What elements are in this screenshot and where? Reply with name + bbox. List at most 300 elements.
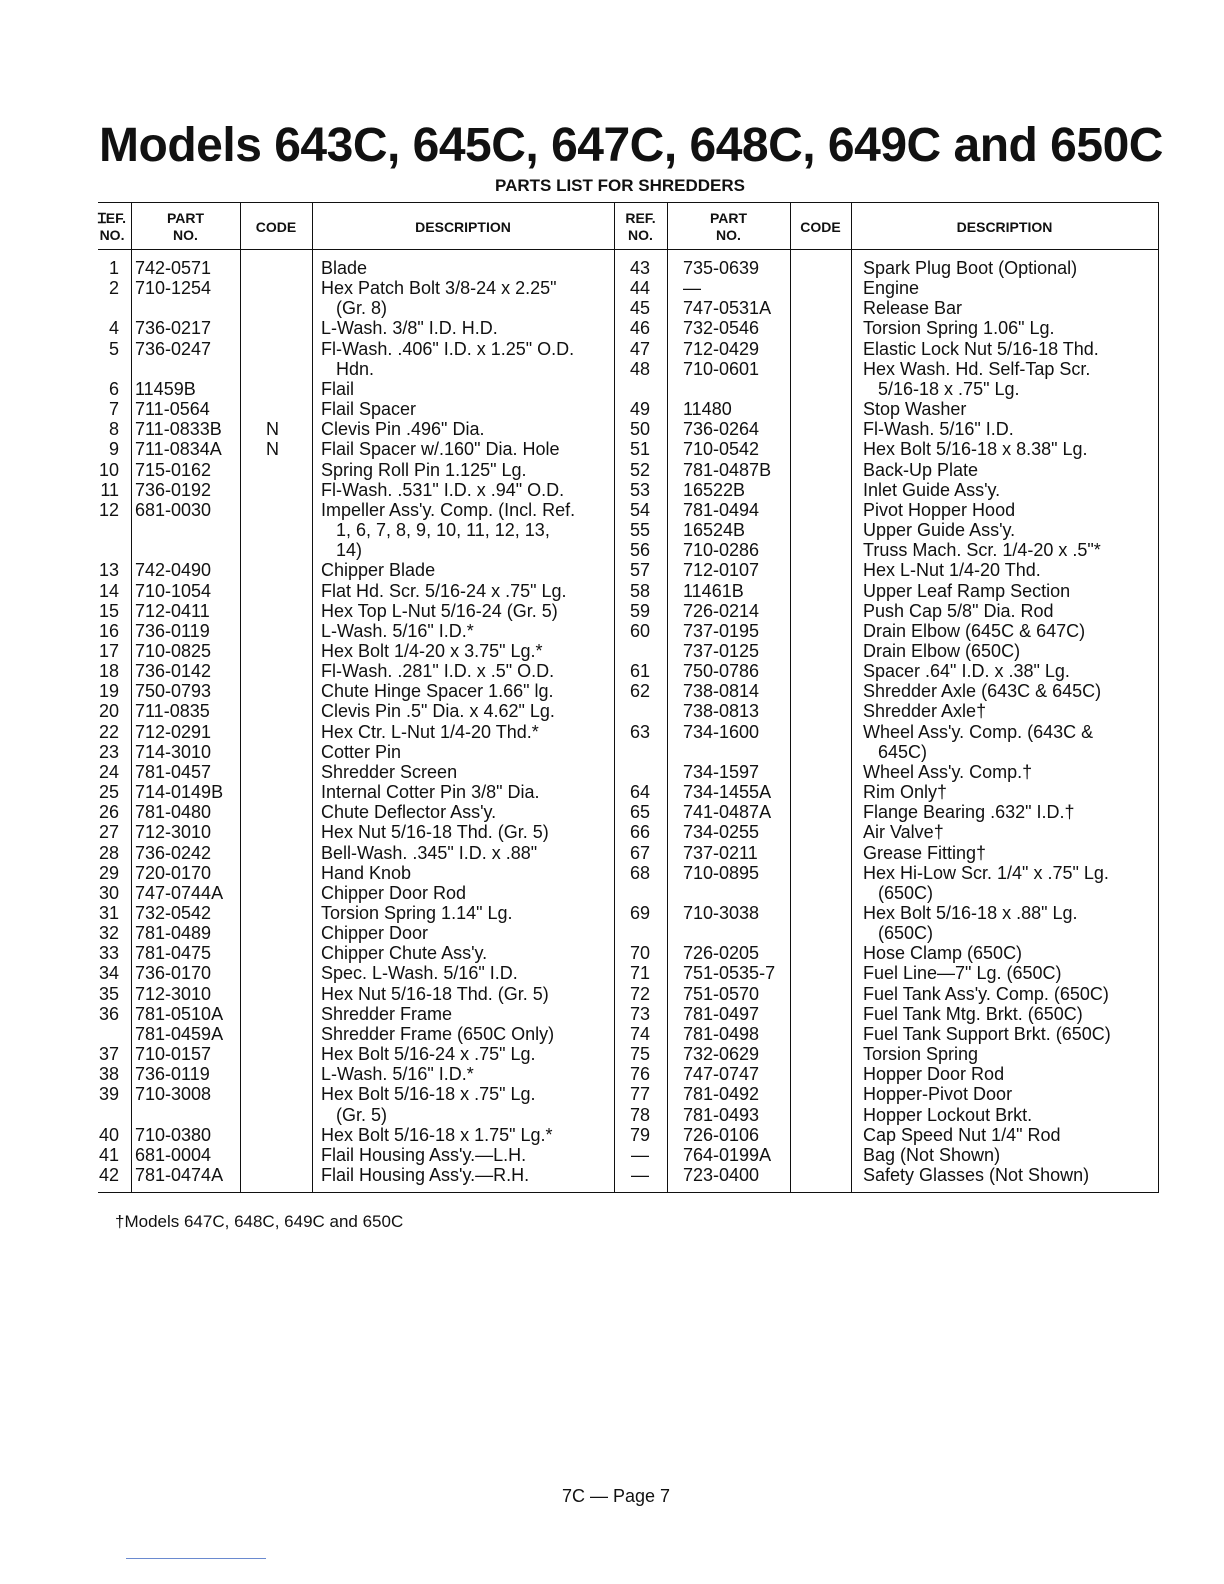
cell-description-2: Release Bar — [863, 298, 963, 319]
cell-part-no-2: 726-0214 — [683, 600, 760, 621]
cell-description-2: Grease Fitting† — [863, 842, 987, 863]
cell-ref-no-2: 65 — [629, 802, 651, 823]
cell-part-no: 712-3010 — [135, 983, 212, 1004]
cell-ref-no-2: 61 — [629, 661, 651, 682]
cell-description: Flat Hd. Scr. 5/16-24 x .75" Lg. — [321, 580, 567, 601]
table-row — [98, 1084, 1158, 1104]
table-row — [98, 1145, 1158, 1165]
cell-ref-no-2: 55 — [629, 520, 651, 541]
cell-ref-no: 35 — [98, 983, 119, 1004]
cell-ref-no-2: 44 — [629, 278, 651, 299]
cell-part-no: 711-0834A — [135, 439, 222, 460]
cell-part-no-2: 723-0400 — [683, 1165, 760, 1186]
cell-ref-no: 26 — [98, 802, 119, 823]
cell-part-no: 781-0459A — [135, 1023, 224, 1044]
table-row — [98, 560, 1158, 580]
cell-ref-no: 34 — [98, 963, 119, 984]
cell-description: Spring Roll Pin 1.125" Lg. — [321, 459, 527, 480]
cell-part-no-2: 736-0264 — [683, 419, 760, 440]
cell-description-2: Fuel Tank Support Brkt. (650C) — [863, 1023, 1111, 1044]
cell-description-2: Truss Mach. Scr. 1/4-20 x .5"* — [863, 540, 1101, 561]
cell-part-no: 736-0247 — [135, 338, 212, 359]
cell-description-2: Hex Bolt 5/16-18 x .88" Lg. — [863, 903, 1078, 923]
cell-part-no-2: 781-0498 — [683, 1023, 760, 1044]
table-row — [98, 1165, 1158, 1185]
header-description-right: DESCRIPTION — [956, 218, 1053, 235]
table-row — [98, 1044, 1158, 1064]
cell-description: Bell-Wash. .345" I.D. x .88" — [321, 842, 538, 863]
table-row — [98, 540, 1158, 560]
cell-part-no-2: 726-0205 — [683, 943, 760, 964]
cell-part-no: 742-0490 — [135, 560, 212, 581]
cell-description-2: 5/16-18 x .75" Lg. — [863, 378, 1020, 399]
footer-rule — [126, 1558, 266, 1559]
cell-ref-no: 32 — [98, 923, 119, 944]
cell-ref-no-2: 68 — [629, 862, 651, 883]
cell-part-no: 714-0149B — [135, 782, 224, 803]
cell-part-no: 736-0170 — [135, 963, 212, 984]
cell-description: Hex Top L-Nut 5/16-24 (Gr. 5) — [321, 600, 558, 621]
cell-description-2: Hex L-Nut 1/4-20 Thd. — [863, 560, 1041, 581]
cell-description: Hex Bolt 5/16-18 x 1.75" Lg.* — [321, 1124, 553, 1145]
cell-ref-no: 5 — [108, 338, 119, 359]
cell-ref-no: 29 — [98, 862, 119, 883]
cell-ref-no: 30 — [98, 882, 119, 903]
cell-description: Hex Patch Bolt 3/8-24 x 2.25" — [321, 278, 557, 299]
cell-part-no: 736-0242 — [135, 842, 212, 863]
cell-description-2: Hopper Door Rod — [863, 1064, 1005, 1085]
cell-part-no-2: 734-1600 — [683, 721, 760, 742]
cell-part-no: 681-0004 — [135, 1144, 212, 1165]
table-row — [98, 661, 1158, 681]
header-divider — [98, 249, 1158, 250]
cell-ref-no-2: 78 — [629, 1104, 651, 1125]
cell-ref-no-2: 73 — [629, 1003, 651, 1024]
cell-ref-no: 8 — [108, 419, 119, 440]
cell-description-2: Air Valve† — [863, 822, 944, 843]
cell-ref-no: 4 — [108, 318, 119, 339]
cell-ref-no: 24 — [98, 761, 119, 782]
cell-ref-no-2: 58 — [629, 580, 651, 601]
cell-description-2: Hex Wash. Hd. Self-Tap Scr. — [863, 358, 1091, 379]
cell-ref-no: 41 — [98, 1144, 119, 1165]
table-row — [98, 1064, 1158, 1084]
cell-description: Hex Ctr. L-Nut 1/4-20 Thd.* — [321, 721, 539, 742]
cell-description-2: Hopper-Pivot Door — [863, 1084, 1013, 1105]
cell-part-no-2: 712-0429 — [683, 338, 760, 359]
cell-part-no: 11459B — [135, 378, 196, 399]
cell-description: Flail Spacer — [321, 399, 417, 420]
cell-description-2: Safety Glasses (Not Shown) — [863, 1165, 1090, 1186]
table-row — [98, 621, 1158, 641]
cell-description: Clevis Pin .5" Dia. x 4.62" Lg. — [321, 701, 555, 722]
cell-description-2: Inlet Guide Ass'y. — [863, 479, 1001, 500]
cell-description-2: 645C) — [863, 741, 928, 762]
cell-description: Flail — [321, 378, 355, 399]
cell-part-no: 732-0542 — [135, 903, 212, 923]
table-row — [98, 339, 1158, 359]
cell-description: Impeller Ass'y. Comp. (Incl. Ref. — [321, 499, 576, 520]
cell-part-no-2: 764-0199A — [683, 1144, 772, 1165]
cell-description-2: Stop Washer — [863, 399, 967, 420]
cell-part-no-2: 735-0639 — [683, 258, 760, 278]
cell-part-no: 710-0380 — [135, 1124, 212, 1145]
table-row — [98, 1024, 1158, 1044]
cell-description-2: Hex Bolt 5/16-18 x 8.38" Lg. — [863, 439, 1088, 460]
cell-part-no: 710-0825 — [135, 640, 212, 661]
cell-part-no-2: 732-0629 — [683, 1044, 760, 1065]
cell-part-no: 736-0119 — [135, 620, 210, 641]
cell-part-no: 742-0571 — [135, 258, 212, 278]
cell-ref-no-2: 74 — [629, 1023, 651, 1044]
cell-ref-no-2: 66 — [629, 822, 651, 843]
cell-ref-no: 40 — [98, 1124, 119, 1145]
cell-description: Hex Nut 5/16-18 Thd. (Gr. 5) — [321, 822, 549, 843]
cell-description: Chipper Chute Ass'y. — [321, 943, 488, 964]
table-row — [98, 379, 1158, 399]
cell-part-no-2: 16524B — [683, 520, 746, 541]
cell-description: 14) — [321, 540, 363, 561]
header-code-right: CODE — [800, 218, 841, 235]
cell-description-2: Push Cap 5/8" Dia. Rod — [863, 600, 1054, 621]
cell-part-no-2: 751-0535-7 — [683, 963, 776, 984]
cell-part-no-2: 737-0211 — [683, 842, 758, 863]
cell-ref-no-2: 51 — [629, 439, 651, 460]
footnote: †Models 647C, 648C, 649C and 650C — [115, 1212, 404, 1231]
cell-ref-no-2: 49 — [629, 399, 651, 420]
cell-ref-no: 31 — [98, 903, 119, 923]
cell-part-no: 747-0744A — [135, 882, 224, 903]
cell-part-no-2: 710-0542 — [683, 439, 760, 460]
table-row — [98, 963, 1158, 983]
cell-description-2: Fuel Tank Mtg. Brkt. (650C) — [863, 1003, 1083, 1024]
cell-description-2: Spacer .64" I.D. x .38" Lg. — [863, 661, 1070, 682]
cell-description-2: Drain Elbow (645C & 647C) — [863, 620, 1086, 641]
cell-ref-no: 11 — [100, 479, 119, 500]
cell-part-no-2: 750-0786 — [683, 661, 760, 682]
cell-part-no: 781-0510A — [135, 1003, 224, 1024]
header-code-left: CODE — [255, 218, 297, 235]
cell-ref-no: 13 — [98, 560, 119, 581]
cell-part-no: 712-0291 — [135, 721, 212, 742]
cell-part-no: 736-0119 — [135, 1064, 210, 1085]
cell-ref-no-2: 59 — [629, 600, 651, 621]
cell-description-2: Drain Elbow (650C) — [863, 640, 1021, 661]
cell-description: Chute Hinge Spacer 1.66" lg. — [321, 681, 554, 702]
table-row — [98, 903, 1158, 923]
cell-description-2: (650C) — [863, 882, 934, 903]
cell-part-no: 711-0833B — [135, 419, 222, 440]
cell-description-2: Torsion Spring — [863, 1044, 979, 1065]
cell-part-no-2: 781-0493 — [683, 1104, 760, 1125]
cell-ref-no-2: 43 — [629, 258, 651, 278]
cell-description-2: Flange Bearing .632" I.D.† — [863, 802, 1075, 823]
cell-description-2: (650C) — [863, 923, 934, 944]
cell-description: Chipper Door Rod — [321, 882, 467, 903]
cell-description: Chipper Door — [321, 923, 429, 944]
cell-part-no-2: 712-0107 — [683, 560, 760, 581]
cell-description-2: Hex Hi-Low Scr. 1/4" x .75" Lg. — [863, 862, 1109, 883]
table-row — [98, 923, 1158, 943]
cell-description: 1, 6, 7, 8, 9, 10, 11, 12, 13, — [321, 520, 550, 541]
cell-ref-no-2: 77 — [629, 1084, 651, 1105]
cell-part-no: 736-0142 — [135, 661, 212, 682]
cell-part-no-2: 781-0494 — [683, 499, 760, 520]
cell-ref-no: 25 — [98, 782, 119, 803]
cell-description: L-Wash. 3/8" I.D. H.D. — [321, 318, 498, 339]
header-part-no-right: PART NO. — [709, 210, 748, 243]
cell-part-no-2: 726-0106 — [683, 1124, 760, 1145]
page-number: 7C — Page 7 — [561, 1486, 671, 1506]
cell-ref-no-2: 64 — [629, 782, 651, 803]
table-row — [98, 278, 1158, 298]
cell-part-no: 710-0157 — [135, 1044, 212, 1065]
cell-part-no: 711-0564 — [135, 399, 210, 420]
cell-description-2: Fl-Wash. 5/16" I.D. — [863, 419, 1014, 440]
table-row — [98, 762, 1158, 782]
cell-part-no: 736-0217 — [135, 318, 212, 339]
cell-ref-no-2: 79 — [629, 1124, 651, 1145]
cell-ref-no-2: 62 — [629, 681, 651, 702]
cell-description: Flail Spacer w/.160" Dia. Hole — [321, 439, 560, 460]
cell-part-no-2: 710-0601 — [683, 358, 760, 379]
cell-part-no: 781-0480 — [135, 802, 212, 823]
cell-description-2: Engine — [863, 278, 920, 299]
cell-ref-no-2: — — [631, 1165, 649, 1186]
cell-ref-no: 6 — [108, 378, 119, 399]
cell-description: Cotter Pin — [321, 741, 402, 762]
table-row — [98, 943, 1158, 963]
cell-ref-no: 23 — [98, 741, 119, 762]
cell-part-no: 750-0793 — [135, 681, 212, 702]
cell-description: Shredder Screen — [321, 761, 458, 782]
cell-description-2: Pivot Hopper Hood — [863, 499, 1016, 520]
cell-description: (Gr. 8) — [321, 298, 388, 319]
cell-description: Fl-Wash. .531" I.D. x .94" O.D. — [321, 479, 565, 500]
cell-part-no-2: 738-0813 — [683, 701, 760, 722]
cell-ref-no-2: 48 — [629, 358, 651, 379]
cell-description: Chute Deflector Ass'y. — [321, 802, 497, 823]
cell-part-no-2: — — [683, 278, 701, 299]
cell-description-2: Shredder Axle† — [863, 701, 987, 722]
parts-list-table — [98, 202, 1159, 1193]
cell-part-no-2: 781-0492 — [683, 1084, 760, 1105]
cell-ref-no-2: 45 — [629, 298, 651, 319]
cell-part-no: 720-0170 — [135, 862, 212, 883]
cell-description-2: Fuel Tank Ass'y. Comp. (650C) — [863, 983, 1109, 1004]
cell-ref-no-2: 69 — [629, 903, 651, 923]
cell-code: N — [266, 439, 279, 460]
cell-description-2: Upper Leaf Ramp Section — [863, 580, 1071, 601]
table-row — [98, 318, 1158, 338]
table-caption: PARTS LIST FOR SHREDDERS — [495, 176, 745, 195]
table-row — [98, 399, 1158, 419]
cell-part-no: 711-0835 — [135, 701, 210, 722]
cell-part-no-2: 734-1597 — [683, 761, 760, 782]
cell-ref-no-2: 53 — [629, 479, 651, 500]
cell-part-no-2: 710-0895 — [683, 862, 760, 883]
table-row — [98, 742, 1158, 762]
table-row — [98, 581, 1158, 601]
table-row — [98, 480, 1158, 500]
cell-part-no-2: 747-0747 — [683, 1064, 760, 1085]
cell-part-no: 781-0475 — [135, 943, 212, 964]
cell-ref-no-2: 52 — [629, 459, 651, 480]
cell-description-2: Bag (Not Shown) — [863, 1144, 1001, 1165]
cell-ref-no: 36 — [98, 1003, 119, 1024]
cell-part-no: 714-3010 — [135, 741, 212, 762]
cell-part-no: 710-1254 — [135, 278, 212, 299]
cell-description-2: Torsion Spring 1.06" Lg. — [863, 318, 1055, 339]
cell-part-no-2: 747-0531A — [683, 298, 772, 319]
table-row — [98, 701, 1158, 721]
cell-part-no: 781-0457 — [135, 761, 212, 782]
cell-description: Torsion Spring 1.14" Lg. — [321, 903, 513, 923]
cell-ref-no-2: 72 — [629, 983, 651, 1004]
cell-description-2: Wheel Ass'y. Comp. (643C & — [863, 721, 1094, 742]
cell-description-2: Hose Clamp (650C) — [863, 943, 1023, 964]
cell-ref-no: 1 — [108, 258, 119, 278]
table-row — [98, 460, 1158, 480]
cell-description: Fl-Wash. .406" I.D. x 1.25" O.D. — [321, 338, 575, 359]
cell-description-2: Elastic Lock Nut 5/16-18 Thd. — [863, 338, 1099, 359]
cell-description: Fl-Wash. .281" I.D. x .5" O.D. — [321, 661, 555, 682]
cell-ref-no: 16 — [98, 620, 119, 641]
cell-description: Internal Cotter Pin 3/8" Dia. — [321, 782, 540, 803]
cell-part-no-2: 781-0497 — [683, 1003, 760, 1024]
cell-ref-no: 42 — [98, 1165, 119, 1186]
table-row — [98, 883, 1158, 903]
table-row — [98, 802, 1158, 822]
cell-description: Hand Knob — [321, 862, 412, 883]
cell-part-no-2: 710-3038 — [683, 903, 760, 923]
cell-description-2: Upper Guide Ass'y. — [863, 520, 1016, 541]
cell-ref-no: 15 — [98, 600, 119, 621]
cell-ref-no-2: 50 — [629, 419, 651, 440]
cell-ref-no-2: 47 — [629, 338, 651, 359]
cell-ref-no-2: 76 — [629, 1064, 651, 1085]
cell-description: Clevis Pin .496" Dia. — [321, 419, 485, 440]
cell-ref-no: 38 — [98, 1064, 119, 1085]
cell-part-no: 681-0030 — [135, 499, 212, 520]
cell-description-2: Wheel Ass'y. Comp.† — [863, 761, 1033, 782]
table-row — [98, 258, 1158, 278]
cell-ref-no-2: 54 — [629, 499, 651, 520]
cell-ref-no: 28 — [98, 842, 119, 863]
page-title: Models 643C, 645C, 647C, 648C, 649C and 650C — [99, 119, 1163, 172]
table-row — [98, 601, 1158, 621]
table-row — [98, 984, 1158, 1004]
cell-ref-no-2: — — [631, 1144, 649, 1165]
cell-part-no-2: 741-0487A — [683, 802, 772, 823]
cell-part-no-2: 738-0814 — [683, 681, 760, 702]
cell-part-no: 736-0192 — [135, 479, 212, 500]
table-row — [98, 500, 1158, 520]
cell-ref-no-2: 57 — [629, 560, 651, 581]
header-ref-no-right: REF. NO. — [625, 210, 656, 243]
cell-ref-no-2: 56 — [629, 540, 651, 561]
cell-part-no-2: 16522B — [683, 479, 746, 500]
header-ref-no-left: ꞮEF. NO. — [98, 210, 127, 243]
cell-part-no-2: 11480 — [683, 399, 732, 420]
cell-ref-no: 22 — [98, 721, 119, 742]
table-row — [98, 722, 1158, 742]
cell-ref-no: 17 — [98, 640, 119, 661]
table-row — [98, 1105, 1158, 1125]
table-row — [98, 520, 1158, 540]
cell-description: Hex Bolt 5/16-24 x .75" Lg. — [321, 1044, 536, 1065]
cell-description: Flail Housing Ass'y.—L.H. — [321, 1144, 527, 1165]
cell-ref-no: 7 — [108, 399, 119, 420]
table-row — [98, 298, 1158, 318]
table-row — [98, 1125, 1158, 1145]
cell-description: Hdn. — [321, 358, 375, 379]
cell-part-no-2: 710-0286 — [683, 540, 760, 561]
cell-description-2: Cap Speed Nut 1/4" Rod — [863, 1124, 1061, 1145]
header-part-no-left: PART NO. — [166, 210, 205, 243]
table-row — [98, 641, 1158, 661]
cell-ref-no: 37 — [98, 1044, 119, 1065]
table-row — [98, 822, 1158, 842]
cell-description: Flail Housing Ass'y.—R.H. — [321, 1165, 530, 1186]
table-row — [98, 681, 1158, 701]
table-row — [98, 782, 1158, 802]
cell-part-no: 781-0489 — [135, 923, 212, 944]
header-description-left: DESCRIPTION — [415, 218, 511, 235]
table-body — [98, 258, 1158, 1185]
cell-ref-no-2: 75 — [629, 1044, 651, 1065]
cell-part-no-2: 781-0487B — [683, 459, 772, 480]
cell-ref-no-2: 67 — [629, 842, 651, 863]
cell-part-no: 712-0411 — [135, 600, 210, 621]
table-row — [98, 419, 1158, 439]
cell-ref-no: 27 — [98, 822, 119, 843]
table-row — [98, 359, 1158, 379]
cell-description: L-Wash. 5/16" I.D.* — [321, 1064, 474, 1085]
cell-ref-no-2: 70 — [629, 943, 651, 964]
cell-description: Chipper Blade — [321, 560, 436, 581]
cell-ref-no: 10 — [98, 459, 119, 480]
cell-ref-no-2: 46 — [629, 318, 651, 339]
cell-description: Hex Bolt 5/16-18 x .75" Lg. — [321, 1084, 536, 1105]
cell-ref-no-2: 71 — [629, 963, 651, 984]
cell-part-no-2: 734-0255 — [683, 822, 760, 843]
table-row — [98, 439, 1158, 459]
cell-ref-no: 12 — [98, 499, 119, 520]
cell-description: (Gr. 5) — [321, 1104, 388, 1125]
cell-description-2: Fuel Line—7" Lg. (650C) — [863, 963, 1062, 984]
cell-ref-no: 9 — [108, 439, 119, 460]
cell-description: Hex Bolt 1/4-20 x 3.75" Lg.* — [321, 640, 543, 661]
cell-description: Hex Nut 5/16-18 Thd. (Gr. 5) — [321, 983, 549, 1004]
cell-description-2: Back-Up Plate — [863, 459, 979, 480]
cell-part-no: 715-0162 — [135, 459, 212, 480]
cell-part-no: 781-0474A — [135, 1165, 224, 1186]
cell-code: N — [266, 419, 279, 440]
cell-ref-no: 18 — [98, 661, 119, 682]
cell-part-no-2: 751-0570 — [683, 983, 760, 1004]
cell-description-2: Rim Only† — [863, 782, 948, 803]
cell-ref-no: 14 — [98, 580, 119, 601]
table-row — [98, 863, 1158, 883]
cell-description: L-Wash. 5/16" I.D.* — [321, 620, 474, 641]
table-row — [98, 843, 1158, 863]
cell-description-2: Hopper Lockout Brkt. — [863, 1104, 1033, 1125]
cell-part-no: 710-3008 — [135, 1084, 212, 1105]
cell-ref-no-2: 60 — [629, 620, 651, 641]
cell-ref-no: 2 — [108, 278, 119, 299]
cell-description: Spec. L-Wash. 5/16" I.D. — [321, 963, 518, 984]
